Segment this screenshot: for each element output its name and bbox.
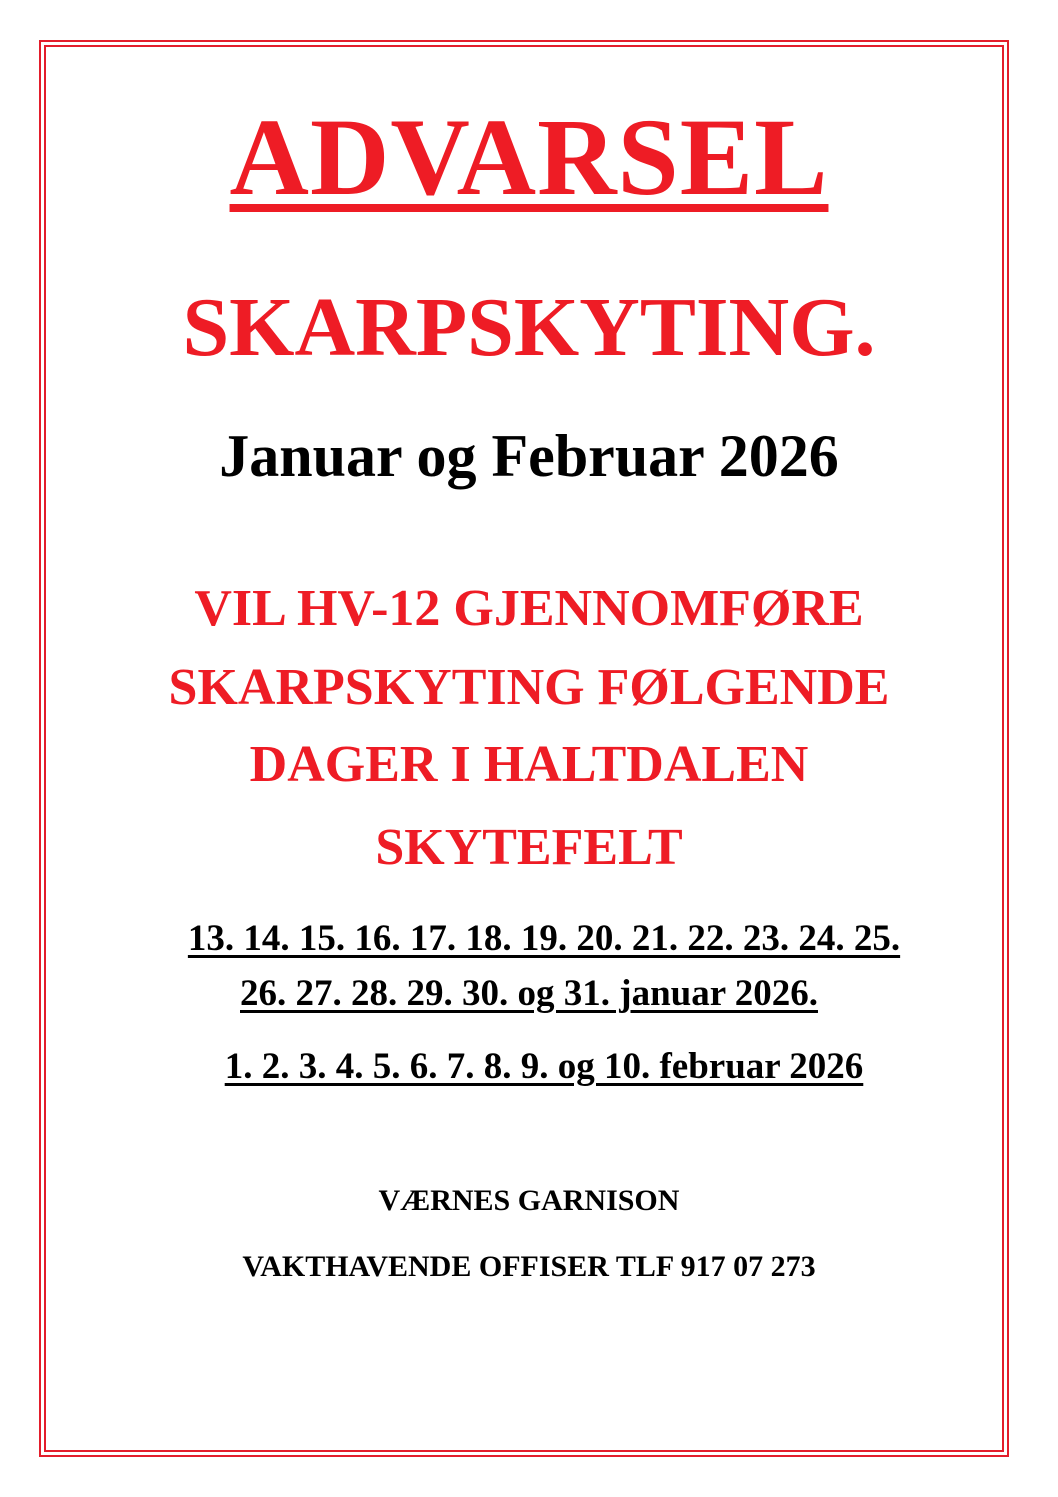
february-dates	[0, 1044, 1058, 1090]
footer-contact: VAKTHAVENDE OFFISER TLF 917 07 273	[242, 1250, 816, 1283]
warning-headline	[0, 92, 1058, 222]
announcement-line-1: VIL HV-12 GJENNOMFØRE	[194, 580, 864, 637]
announcement-line-2: SKARPSKYTING FØLGENDE	[168, 659, 890, 716]
footer-organization: VÆRNES GARNISON	[378, 1184, 680, 1217]
february-dates-text: 1. 2. 3. 4. 5. 6. 7. 8. 9. og 10. februar 2026	[224, 1046, 864, 1087]
announcement-line-3: DAGER I HALTDALEN	[249, 736, 809, 793]
january-dates-line-1	[0, 916, 1058, 962]
announcement-line-4: SKYTEFELT	[375, 819, 683, 876]
january-dates-line-2	[0, 971, 1058, 1017]
warning-headline-text: ADVARSEL	[229, 96, 829, 218]
january-dates-line-2-text: 26. 27. 28. 29. 30. og 31. januar 2026.	[240, 973, 818, 1014]
january-dates-line-1-text: 13. 14. 15. 16. 17. 18. 19. 20. 21. 22. 23. 24. 25.	[187, 918, 901, 959]
period-heading: Januar og Februar 2026	[219, 423, 839, 489]
warning-subheadline: SKARPSKYTING.	[182, 281, 876, 374]
